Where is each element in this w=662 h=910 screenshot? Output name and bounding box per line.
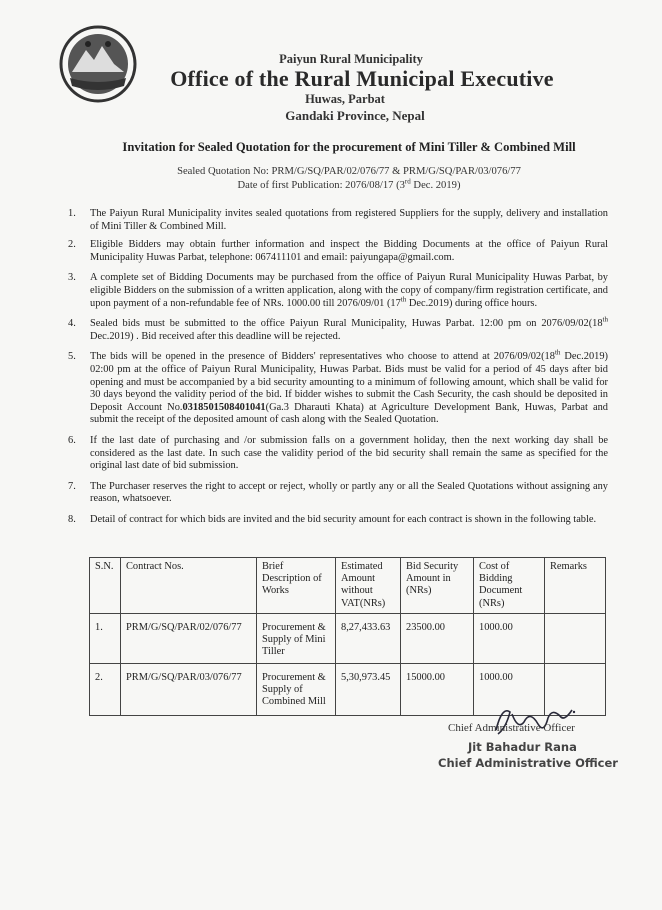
table-cell <box>545 613 606 663</box>
signatory-role: Chief Administrative Officer <box>448 722 575 734</box>
list-item: 2. Eligible Bidders may obtain further information and inspect the Bidding Documents at the office of Paiyun Rural Municipality Huwas Parbat, telephone: 067411101 and email: paiyungapa@gmail.com. <box>68 239 608 263</box>
table-cell: 1. <box>90 613 121 663</box>
column-header: Cost of Bidding Document (NRs) <box>474 558 545 614</box>
notice-title: Invitation for Sealed Quotation for the procurement of Mini Tiller & Combined Mill <box>122 140 576 154</box>
list-item: 1. The Paiyun Rural Municipality invites sealed quotations from registered Suppliers for the supply, delivery and installation of Mini Tiller & Combined Mill. <box>68 208 608 232</box>
notice-items-list <box>68 208 608 534</box>
list-item: 4. Sealed bids must be submitted to the office Paiyun Rural Municipality, Huwas Parbat. 12:00 pm on 2076/09/02(18th Dec.2019) . Bid received after this deadline will be rejected. <box>68 315 608 342</box>
column-header: Remarks <box>545 558 606 614</box>
handwritten-signature <box>488 700 578 740</box>
column-header: Brief Description of Works <box>257 558 336 614</box>
table-row <box>90 613 606 663</box>
table-cell: 2. <box>90 663 121 715</box>
office-province: Gandaki Province, Nepal <box>285 108 425 123</box>
list-item: 6. If the last date of purchasing and /or submission falls on a government holiday, then the next working day shall be considered as the last date. In such case the validity period of the bid security shall remain the same as specified for the original last date of bid submission. <box>68 434 608 472</box>
column-header: S.N. <box>90 558 121 614</box>
list-item: 8. Detail of contract for which bids are invited and the bid security amount for each contract is shown in the following table. <box>68 513 597 525</box>
column-header: Bid Security Amount in (NRs) <box>401 558 474 614</box>
table-cell: Procurement & Supply of Combined Mill <box>257 663 336 715</box>
list-item: 5. The bids will be opened in the presence of Bidders' representatives who choose to attend at 2076/09/02(18th Dec.2019) 02:00 pm at the office of Paiyun Rural Municipality, Huwas Parbat. Bids must be valid for a period of 45 days after bid opening and must be accompanied by a bid security amounting to a minimum of following amount, which shall be valid for 30 days beyond the validity period of the bid. If bidder wishes to submit the Cash Security, the cash should be deposited in Deposit Account No.0318501508401041(Ga.3 Dharauti Khata) at Agriculture Development Bank, Huwas, Parbat and submit the receipt of the deposited amount of cash along with the Sealed Quotation. <box>68 348 608 426</box>
table-cell: 8,27,433.63 <box>336 613 401 663</box>
list-item: 7. The Purchaser reserves the right to accept or reject, wholly or partly any or all the Sealed Quotations without assigning any reason, whatsoever. <box>68 480 608 505</box>
table-cell: 1000.00 <box>474 613 545 663</box>
contract-table <box>89 557 606 716</box>
column-header: Estimated Amount without VAT(NRs) <box>336 558 401 614</box>
publication-date: Date of first Publication: 2076/08/17 (3rd Dec. 2019) <box>237 177 461 191</box>
table-header-row <box>90 558 606 614</box>
table-cell: PRM/G/SQ/PAR/02/076/77 <box>121 613 257 663</box>
signatory-role-stamp: Chief Administrative Officer <box>438 756 618 770</box>
table-cell: 15000.00 <box>401 663 474 715</box>
table-cell: Procurement & Supply of Mini Tiller <box>257 613 336 663</box>
table-cell: 1000.00 <box>474 663 545 715</box>
office-title: Office of the Rural Municipal Executive <box>170 66 554 91</box>
column-header: Contract Nos. <box>121 558 257 614</box>
signatory-name-stamp: Jit Bahadur Rana <box>468 740 577 754</box>
table-cell: 23500.00 <box>401 613 474 663</box>
list-item: 3. A complete set of Bidding Documents may be purchased from the office of Paiyun Rural Municipality Huwas Parbat, by eligible Bidders on the submission of a written application, along with the copy of company/firm registration certificate, and upon payment of a non-refundable fee of NRs. 1000.00 till 2076/09/01 (17th Dec.2019) during office hours. <box>68 272 608 309</box>
municipality-name: Paiyun Rural Municipality <box>279 52 423 66</box>
office-address: Huwas, Parbat <box>305 92 385 106</box>
quotation-number: Sealed Quotation No: PRM/G/SQ/PAR/02/076/77 & PRM/G/SQ/PAR/03/076/77 <box>177 166 521 177</box>
table-cell: 5,30,973.45 <box>336 663 401 715</box>
table-cell: PRM/G/SQ/PAR/03/076/77 <box>121 663 257 715</box>
